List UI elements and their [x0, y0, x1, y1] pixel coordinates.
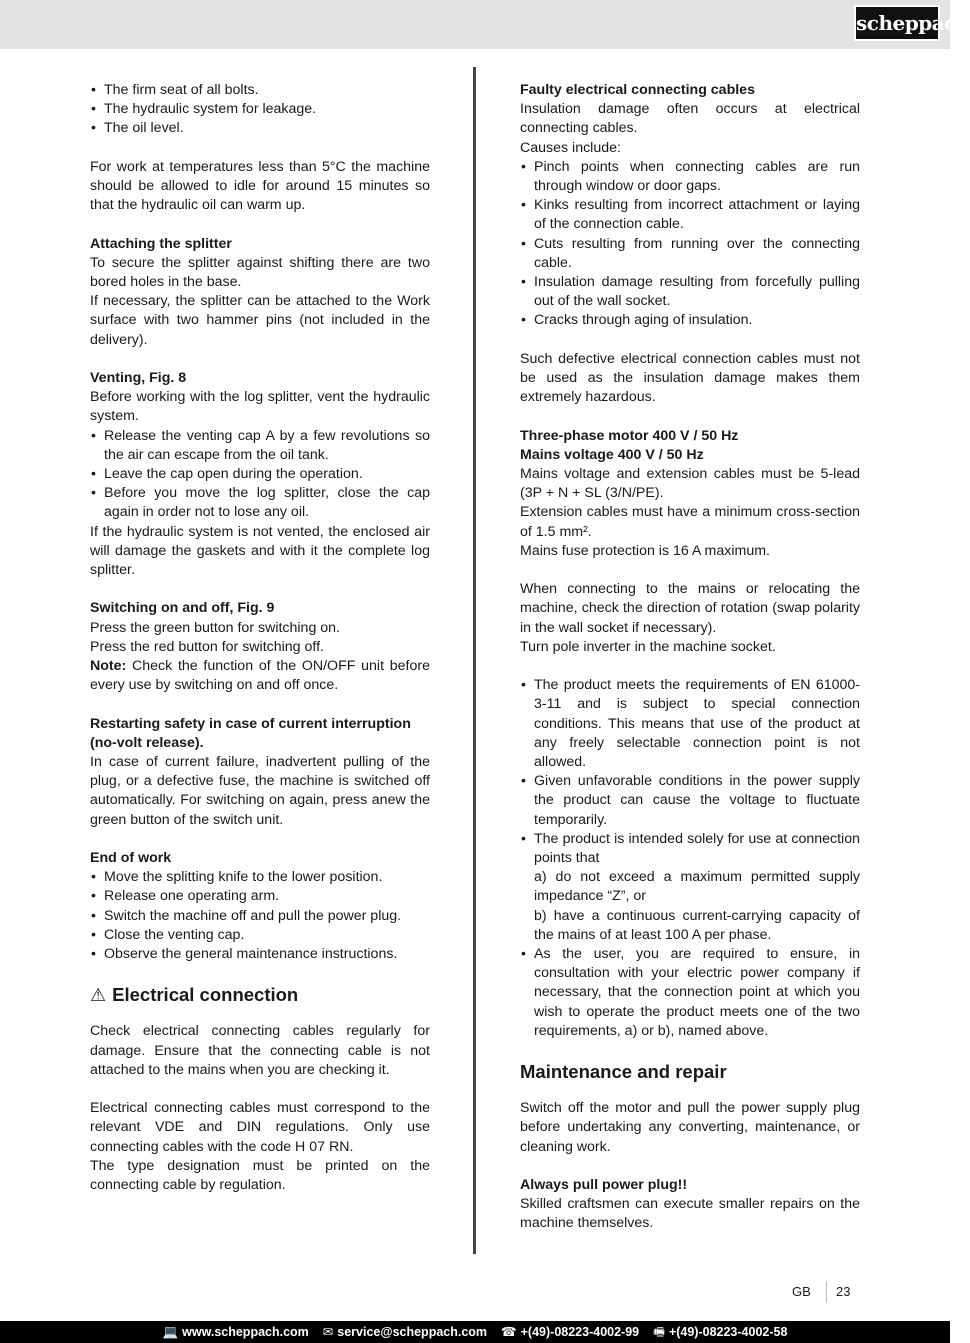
maintenance-paragraph: Switch off the motor and pull the power supply plug before undertaking any converting, maintenance, or cleaning work.: [520, 1100, 860, 1155]
motor-paragraph: Mains fuse protection is 16 A maximum.: [520, 542, 770, 559]
phone-number: +(49)-08223-4002-99: [520, 1325, 640, 1339]
email-icon: ✉: [322, 1325, 334, 1339]
faulty-paragraph: Insulation damage often occurs at electrical connecting cables.: [520, 101, 860, 137]
list-item-line: b) have a continuous current-carrying capacity of the mains of at least 100 A per phase.: [534, 907, 860, 943]
causes-list: [520, 158, 860, 331]
warning-triangle-icon: ⚠: [90, 985, 107, 1006]
language-code: GB: [792, 1284, 811, 1299]
restart-heading: Restarting safety in case of current interruption (no-volt release).: [90, 715, 411, 751]
list-item: • Cuts resulting from running over the connecting cable.: [520, 235, 860, 273]
fax-contact: [653, 1321, 787, 1343]
power-plug-heading: Always pull power plug!!: [520, 1177, 688, 1194]
right-column: [520, 81, 860, 1234]
fax-icon: 🖷: [653, 1325, 665, 1339]
motor-paragraph: Extension cables must have a minimum cross-section of 1.5 mm².: [520, 504, 860, 540]
email-contact[interactable]: [323, 1321, 487, 1343]
phone-icon: ☎: [501, 1325, 517, 1339]
column-divider: [473, 67, 476, 1254]
switching-line: Press the red button for switching off.: [90, 638, 324, 655]
electrical-paragraph: Check electrical connecting cables regularly for damage. Ensure that the connecting cable is not attached to the mains when you are checking it.: [90, 1023, 430, 1078]
website-link[interactable]: www.scheppach.com: [182, 1325, 309, 1339]
contact-bar: [0, 1321, 950, 1343]
note-text: Check the function of the ON/OFF unit before every use by switching on and off once.: [90, 658, 430, 694]
voltage-heading: Mains voltage 400 V / 50 Hz: [520, 446, 704, 463]
electrical-paragraph: The type designation must be printed on the connecting cable by regulation.: [90, 1157, 430, 1194]
motor-heading: Three-phase motor 400 V / 50 Hz: [520, 427, 739, 444]
list-item: • Observe the general maintenance instructions.: [90, 945, 430, 964]
connection-paragraph: When connecting to the mains or relocating the machine, check the direction of rotation (swap polarity in the wall socket if necessary).: [520, 581, 860, 636]
list-item: • The oil level.: [90, 119, 430, 138]
page-number: 23: [836, 1284, 851, 1299]
check-list: [90, 81, 430, 139]
requirements-list: [520, 676, 860, 1041]
list-item: • Pinch points when connecting cables are run through window or door gaps.: [520, 158, 860, 196]
fax-number: +(49)-08223-4002-58: [668, 1325, 788, 1339]
maintenance-title: Maintenance and repair: [520, 1061, 727, 1083]
list-item: • Given unfavorable conditions in the power supply the product can cause the voltage to fluctuate temporarily.: [520, 772, 860, 830]
phone-contact: [501, 1321, 639, 1343]
list-item: • Insulation damage resulting from forcefully pulling out of the wall socket.: [520, 273, 860, 311]
faulty-outro: Such defective electrical connection cables must not be used as the insulation damage makes them extremely hazardous.: [520, 350, 860, 406]
list-item: • Before you move the log splitter, close the cap again in order not to lose any oil.: [90, 484, 430, 522]
list-item: • Kinks resulting from incorrect attachment or laying of the connection cable.: [520, 196, 860, 234]
header-bar: [0, 0, 970, 49]
switching-line: Press the green button for switching on.: [90, 619, 340, 636]
end-of-work-heading: End of work: [90, 850, 172, 867]
restart-paragraph: In case of current failure, inadvertent pulling of the plug, or a defective fuse, the machine is switched off automatically. For switching on again, press anew the green button of the switch unit.: [90, 754, 430, 828]
list-item: • The firm seat of all bolts.: [90, 81, 430, 100]
footer-separator: [826, 1281, 827, 1303]
faulty-cables-heading: Faulty electrical connecting cables: [520, 82, 755, 98]
left-column: [90, 81, 430, 1195]
attach-paragraph: To secure the splitter against shifting there are two bored holes in the base.: [90, 254, 430, 290]
website-contact[interactable]: [163, 1321, 309, 1343]
attach-heading: Attaching the splitter: [90, 235, 232, 252]
list-item: • Move the splitting knife to the lower position.: [90, 868, 430, 887]
electrical-connection-title: [90, 983, 430, 1007]
attach-paragraph: If necessary, the splitter can be attached to the Work surface with two hammer pins (not included in the delivery).: [90, 293, 430, 348]
electrical-paragraph: Electrical connecting cables must correspond to the relevant VDE and DIN regulations. Only use connecting cables with the code H 07 RN.: [90, 1100, 430, 1155]
list-item: • The product meets the requirements of EN 61000-3-11 and is subject to special connection conditions. This means that use of the product at any freely selectable connection point is not allowed.: [520, 676, 860, 772]
switching-heading: Switching on and off, Fig. 9: [90, 600, 275, 617]
venting-outro: If the hydraulic system is not vented, the enclosed air will damage the gaskets and with it the complete log splitter.: [90, 523, 430, 579]
venting-list: [90, 427, 430, 523]
list-item: • Switch the machine off and pull the power plug.: [90, 907, 430, 926]
email-link[interactable]: service@scheppach.com: [337, 1325, 488, 1339]
switching-note: [90, 657, 430, 695]
brand-logo: scheppach: [854, 5, 940, 41]
temperature-paragraph: For work at temperatures less than 5°C the machine should be allowed to idle for around 15 minutes so that the hydraulic oil can warm up.: [90, 158, 430, 214]
list-item: • As the user, you are required to ensure, in consultation with your electric power company if necessary, that the connection point at which you wish to operate the product meets one of the two requirements, a) or b), named above.: [520, 945, 860, 1041]
power-plug-paragraph: Skilled craftsmen can execute smaller repairs on the machine themselves.: [520, 1196, 860, 1232]
section-title-text: Electrical connection: [112, 984, 299, 1006]
venting-heading: Venting, Fig. 8: [90, 370, 187, 386]
list-item-line: • The product is intended solely for use at connection points that: [534, 830, 860, 867]
list-item: • Leave the cap open during the operation.: [90, 465, 430, 484]
motor-paragraph: Mains voltage and extension cables must be 5-lead (3P + N + SL (3/N/PE).: [520, 466, 860, 502]
venting-intro: Before working with the log splitter, vent the hydraulic system.: [90, 389, 430, 425]
note-label: Note:: [90, 658, 127, 675]
list-item: • The hydraulic system for leakage.: [90, 100, 430, 119]
list-item: • Cracks through aging of insulation.: [520, 311, 860, 330]
list-item: [520, 830, 860, 945]
list-item: • Release one operating arm.: [90, 887, 430, 906]
list-item-line: a) do not exceed a maximum permitted supply impedance “Z”, or: [534, 869, 860, 905]
list-item: • Release the venting cap A by a few revolutions so the air can escape from the oil tank.: [90, 427, 430, 465]
faulty-paragraph: Causes include:: [520, 139, 621, 156]
connection-paragraph: Turn pole inverter in the machine socket.: [520, 638, 776, 655]
end-of-work-list: [90, 868, 430, 964]
list-item: • Close the venting cap.: [90, 926, 430, 945]
computer-icon: 💻: [162, 1325, 179, 1339]
